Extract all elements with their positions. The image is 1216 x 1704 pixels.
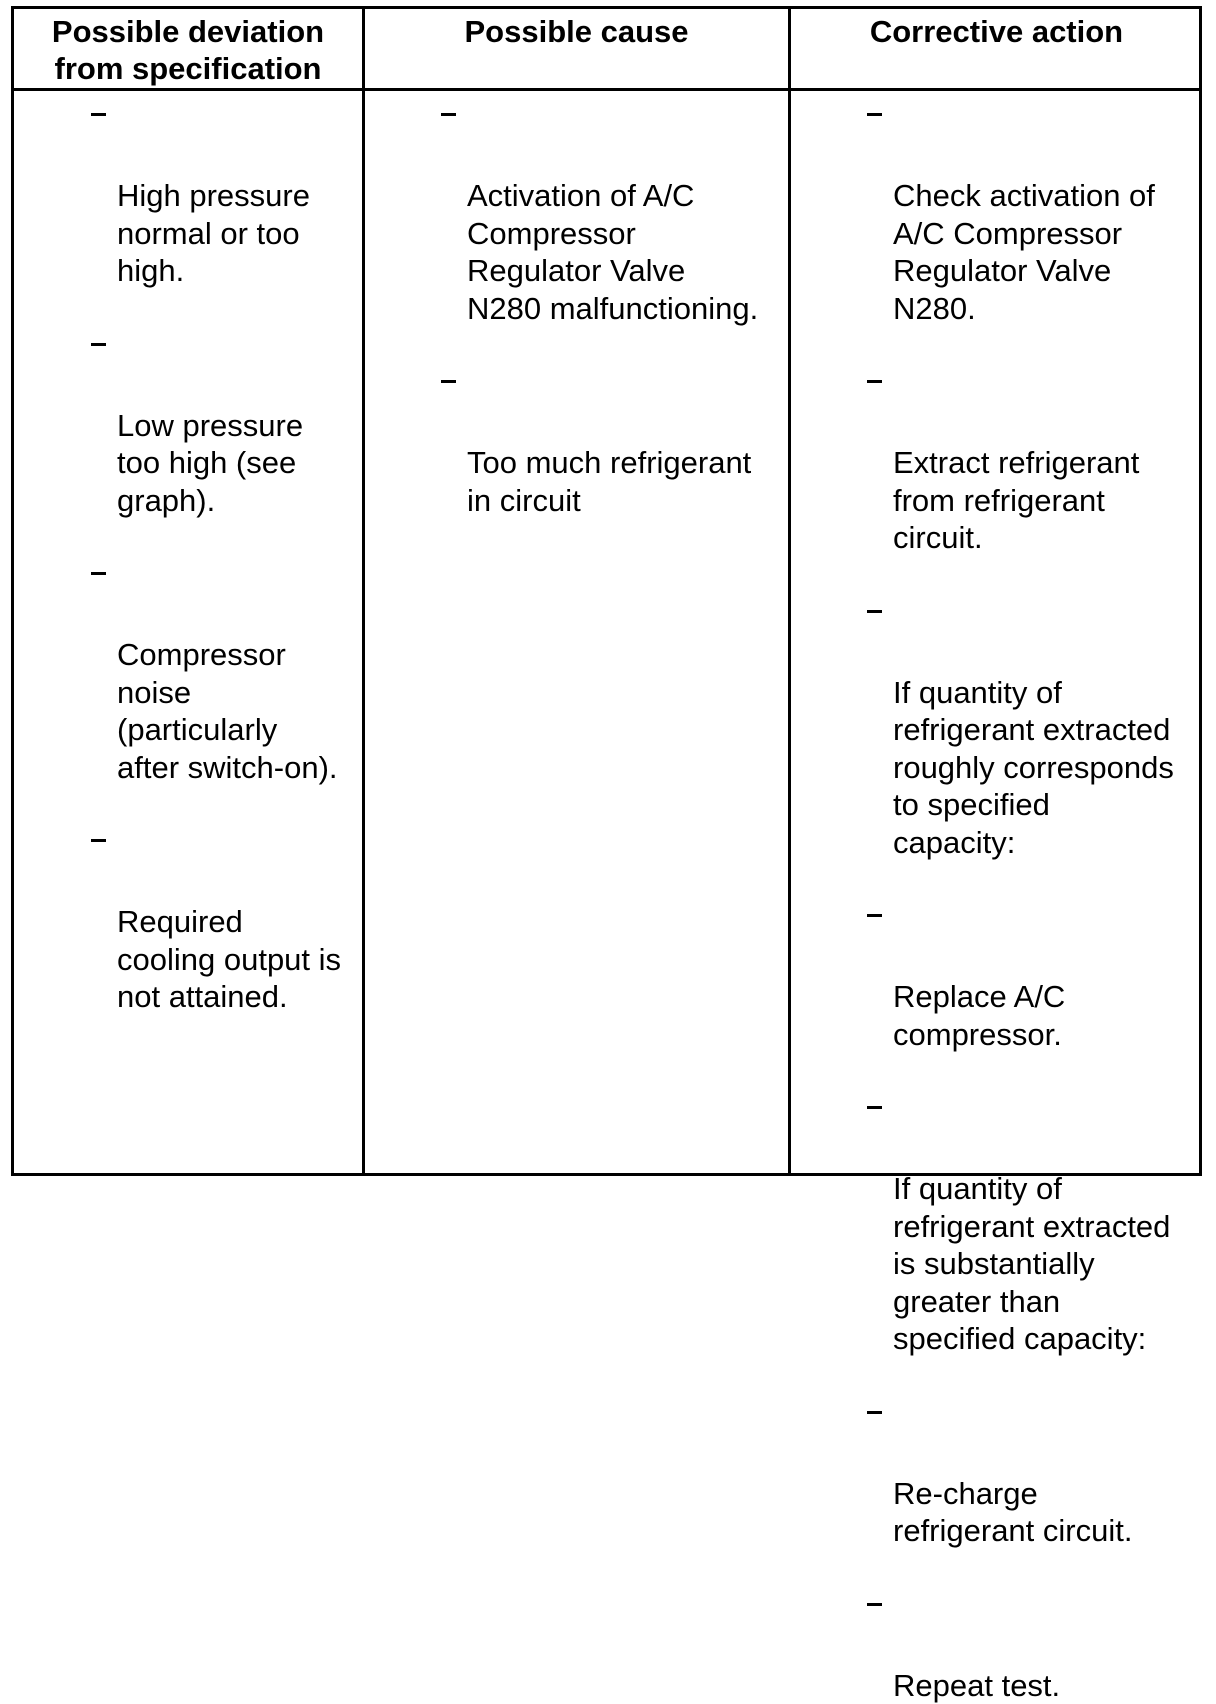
dash-bullet (91, 572, 106, 575)
action-item (867, 369, 1174, 557)
dash-bullet (867, 1411, 882, 1414)
dash-bullet (867, 1106, 882, 1109)
header-cause: Possible cause (365, 13, 788, 50)
action-text: Check activation of A/C Compressor Regulator Valve N280. (893, 178, 1155, 326)
dash-bullet (91, 113, 106, 116)
cause-list (441, 102, 758, 519)
action-text: Re-charge refrigerant circuit. (893, 1476, 1132, 1549)
header-action: Corrective action (791, 13, 1202, 50)
action-text: Replace A/C compressor. (893, 979, 1065, 1052)
action-text: If quantity of refrigerant extracted roughly corresponds to specified capacity: (893, 675, 1174, 860)
action-item (867, 102, 1174, 327)
action-item (867, 599, 1174, 862)
deviation-item (91, 561, 341, 786)
action-item (867, 1095, 1174, 1358)
deviation-text: High pressure normal or too high. (117, 178, 310, 288)
dash-bullet (867, 1603, 882, 1606)
dash-bullet (441, 380, 456, 383)
action-text: Extract refrigerant from refrigerant circuit. (893, 445, 1139, 555)
header-divider (14, 88, 1199, 91)
dash-bullet (867, 113, 882, 116)
dash-bullet (867, 380, 882, 383)
action-item (867, 1400, 1174, 1550)
dash-bullet (441, 113, 456, 116)
action-item (867, 903, 1174, 1053)
deviation-text: Low pressure too high (see graph). (117, 408, 303, 518)
column-divider (788, 9, 791, 1173)
deviation-text: Compressor noise (particularly after switch-on). (117, 637, 338, 785)
action-item (867, 1592, 1174, 1704)
deviation-text: Required cooling output is not attained. (117, 904, 341, 1014)
cause-text: Too much refrigerant in circuit (467, 445, 751, 518)
action-list (867, 102, 1174, 1704)
troubleshooting-table (11, 6, 1202, 1176)
deviation-list (91, 102, 341, 1016)
cause-item (441, 369, 758, 519)
dash-bullet (91, 839, 106, 842)
dash-bullet (867, 610, 882, 613)
dash-bullet (91, 343, 106, 346)
deviation-item (91, 332, 341, 520)
dash-bullet (867, 914, 882, 917)
deviation-item (91, 828, 341, 1016)
cause-text: Activation of A/C Compressor Regulator Valve N280 malfunctioning. (467, 178, 758, 326)
action-text: Repeat test. (893, 1668, 1060, 1703)
deviation-item (91, 102, 341, 290)
column-divider (362, 9, 365, 1173)
action-text: If quantity of refrigerant extracted is substantially greater than specified capacity: (893, 1171, 1170, 1356)
cause-item (441, 102, 758, 327)
header-deviation: Possible deviation from specification (14, 13, 362, 87)
